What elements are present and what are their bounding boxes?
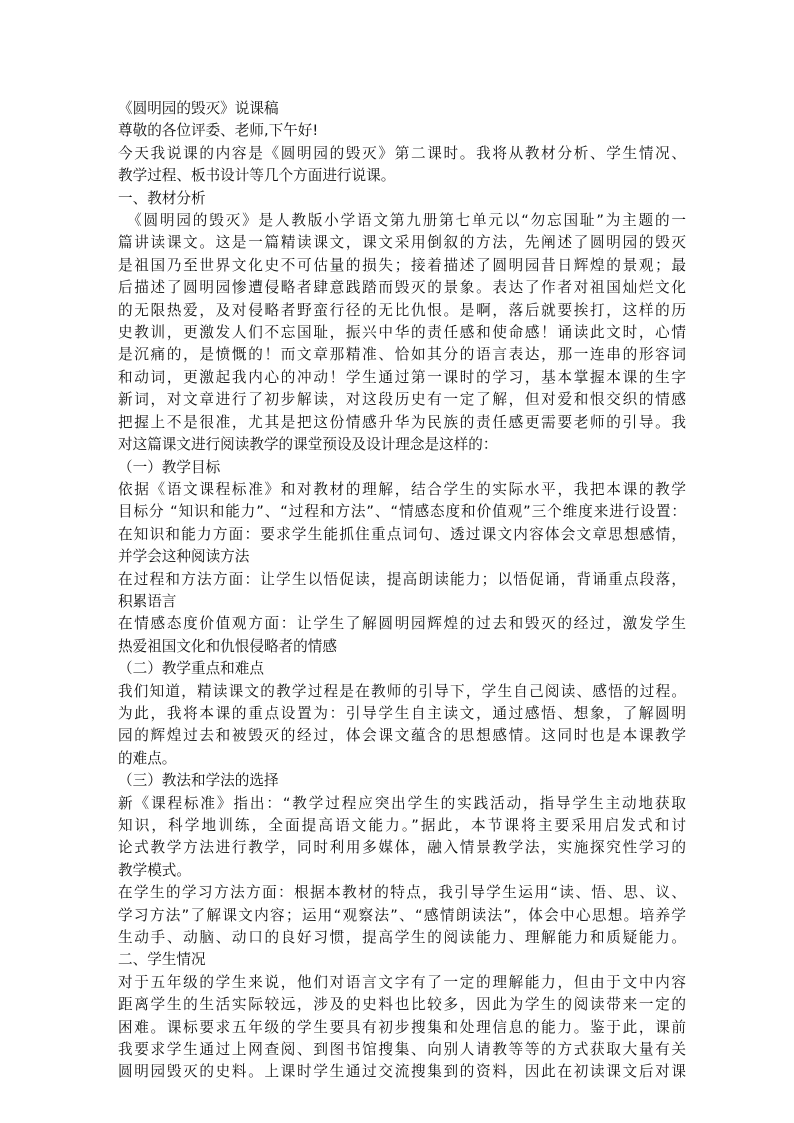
document-title: 《圆明园的毁灭》说课稿 — [118, 100, 279, 117]
body-line: 知识，科学地训练，全面提高语文能力。”据此，本节课将主要采用启发式和讨 — [118, 817, 686, 834]
body-line: 的难点。 — [118, 749, 177, 767]
body-line: 篇讲读课文。这是一篇精读课文，课文采用倒叙的方法，先阐述了圆明园的毁灭 — [118, 234, 686, 252]
body-line: 新《课程标准》指出：“教学过程应突出学生的实践活动，指导学生主动地获取 — [118, 794, 686, 812]
greeting-line: 尊敬的各位评委、老师,下午好! — [118, 122, 319, 140]
body-line: 新词，对文章进行了初步解读，对这段历史有一定了解，但对爱和恨交织的情感 — [118, 391, 686, 409]
body-line: 为此，我将本课的重点设置为：引导学生自主读文，通过感悟、想象，了解圆明 — [118, 704, 686, 722]
body-line: 生动手、动脑、动口的良好习惯，提高学生的阅读能力、理解能力和质疑能力。 — [118, 929, 686, 947]
body-line: 对这篇课文进行阅读教学的课堂预设及设计理念是这样的： — [118, 436, 498, 454]
body-line: 积累语言 — [118, 592, 177, 610]
body-line: 的无限热爱，及对侵略者野蛮行径的无比仇恨。是啊，落后就要挨打，这样的历 — [118, 301, 686, 319]
body-line: 学习方法”了解课文内容；运用“观察法”、“感情朗读法”，体会中心思想。培养学 — [118, 906, 686, 924]
subsection-heading: （一）教学目标 — [118, 458, 221, 476]
body-line: 史教训，更激发人们不忘国耻，振兴中华的责任感和使命感！诵读此文时，心情 — [118, 324, 686, 342]
body-line: 距离学生的生活实际较远，涉及的史料也比较多，因此为学生的阅读带来一定的 — [118, 996, 686, 1014]
body-line: 在过程和方法方面：让学生以悟促读，提高朗读能力；以悟促诵，背诵重点段落， — [118, 570, 686, 588]
body-line: 我要求学生通过上网查阅、到图书馆搜集、向别人请教等等的方式获取大量有关 — [118, 1041, 686, 1059]
document-page — [118, 98, 686, 1084]
body-line: 教学模式。 — [118, 861, 191, 879]
body-line: 后描述了圆明园惨遭侵略者肆意践踏而毁灭的景象。表达了作者对祖国灿烂文化 — [118, 279, 686, 297]
body-line: 热爱祖国文化和仇恨侵略者的情感 — [118, 637, 337, 655]
body-line: 目标分 “知识和能力”、“过程和方法”、“情感态度和价值观”三个维度来进行设置： — [118, 503, 686, 521]
body-line: 在学生的学习方法方面：根据本教材的特点，我引导学生运用“读、悟、思、议、 — [118, 884, 686, 902]
body-line: 对于五年级的学生来说，他们对语言文字有了一定的理解能力，但由于文中内容 — [118, 973, 686, 991]
body-line: 在知识和能力方面：要求学生能抓住重点词句、透过课文内容体会文章思想感情， — [118, 525, 686, 543]
subsection-heading: （二）教学重点和难点 — [118, 660, 264, 678]
body-line: 教学过程、板书设计等几个方面进行说课。 — [118, 167, 396, 185]
body-line: 并学会这种阅读方法 — [118, 548, 250, 566]
body-line: 和动词，更激起我内心的冲动！学生通过第一课时的学习，基本掌握本课的生字 — [118, 368, 686, 386]
body-line: 困难。课标要求五年级的学生要具有初步搜集和处理信息的能力。鉴于此，课前 — [118, 1018, 686, 1036]
subsection-heading: （三）教法和学法的选择 — [118, 772, 279, 790]
body-line: 依据《语文课程标准》和对教材的理解，结合学生的实际水平，我把本课的教学 — [118, 480, 686, 498]
body-line: 是祖国乃至世界文化史不可估量的损失；接着描述了圆明园昔日辉煌的景观；最 — [118, 256, 686, 274]
body-line: 我们知道，精读课文的教学过程是在教师的引导下，学生自己阅读、感悟的过程。 — [118, 682, 686, 700]
body-line: 今天我说课的内容是《圆明园的毁灭》第二课时。我将从教材分析、学生情况、 — [118, 144, 686, 162]
body-line: 圆明园毁灭的史料。上课时学生通过交流搜集到的资料，因此在初读课文后对课 — [118, 1063, 686, 1081]
body-line: 把握上不是很准，尤其是把这份情感升华为民族的责任感更需要老师的引导。我 — [118, 413, 686, 431]
body-line: 在情感态度价值观方面：让学生了解圆明园辉煌的过去和毁灭的经过，激发学生 — [118, 615, 686, 633]
body-line: 论式教学方法进行教学，同时利用多媒体，融入情景教学法，实施探究性学习的 — [118, 839, 686, 857]
body-line: 园的辉煌过去和被毁灭的经过，体会课文蕴含的思想感情。这同时也是本课教学 — [118, 727, 686, 745]
body-line: 是沉痛的，是愤慨的！而文章那精准、恰如其分的语言表达，那一连串的形容词 — [118, 346, 686, 364]
body-line: 《圆明园的毁灭》是人教版小学语文第九册第七单元以“勿忘国耻”为主题的一 — [118, 212, 686, 230]
section-heading: 一、教材分析 — [118, 189, 206, 207]
section-heading: 二、学生情况 — [118, 951, 206, 969]
